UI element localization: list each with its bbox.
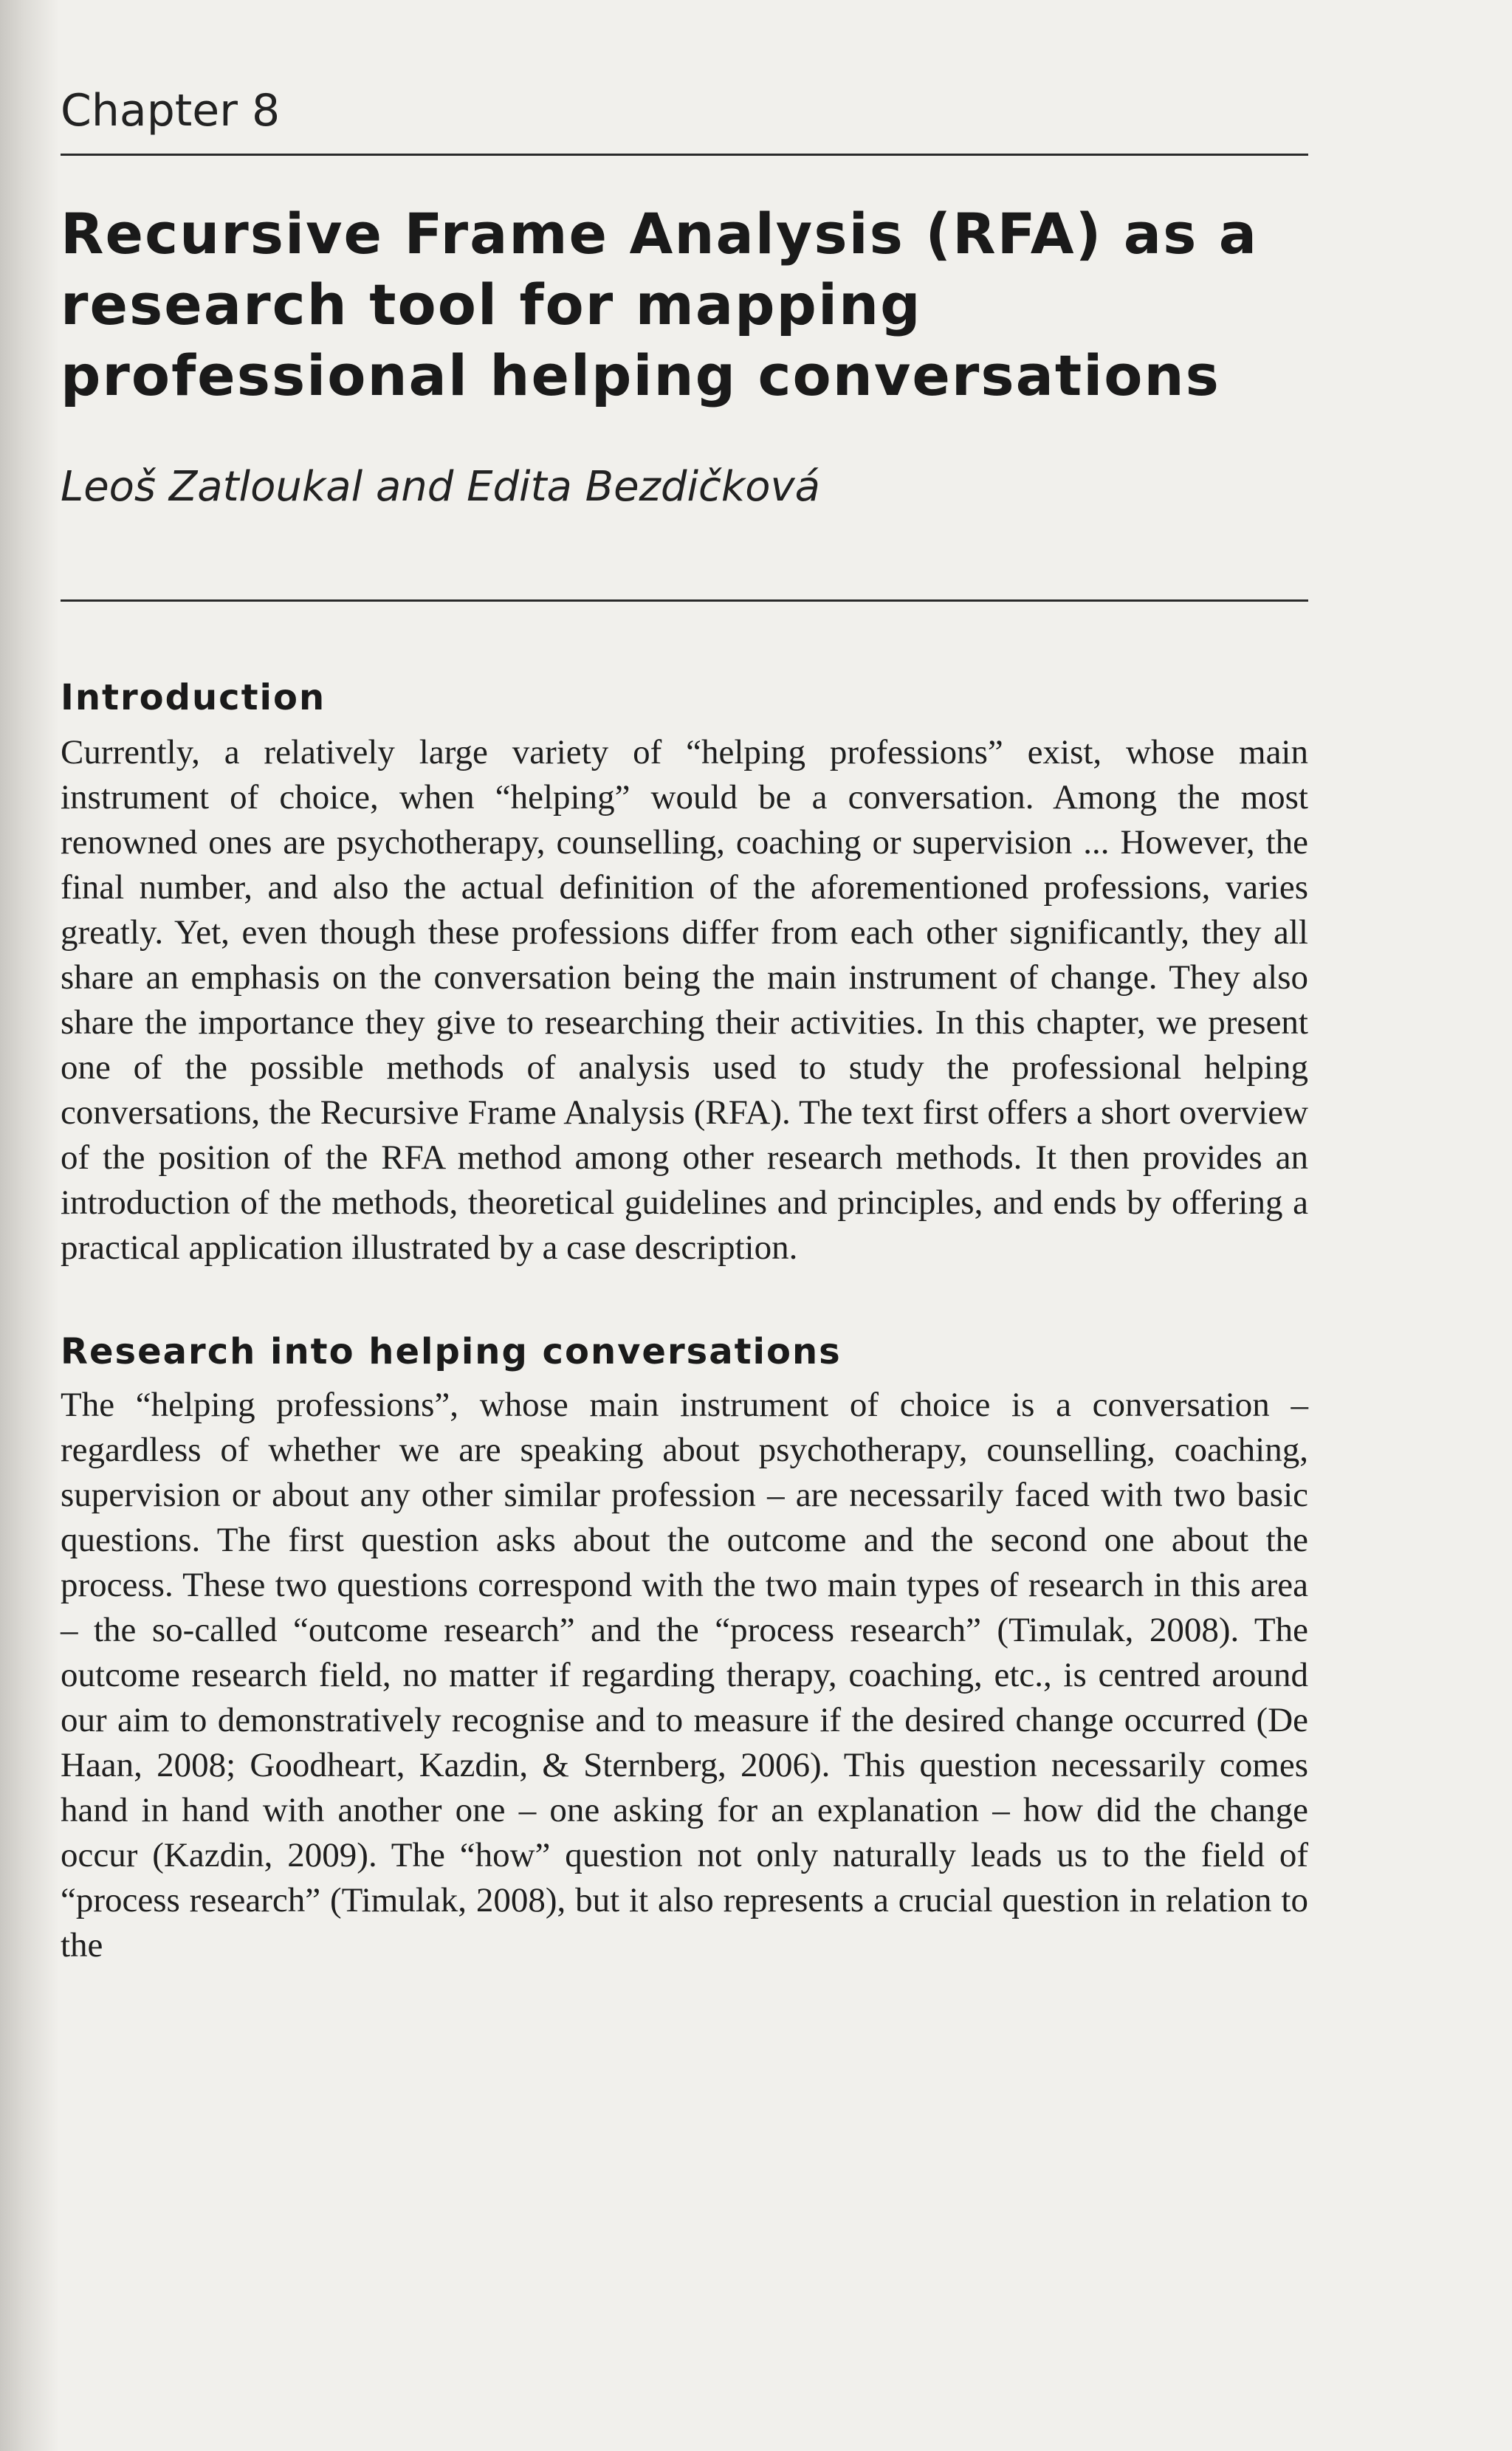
chapter-title: Recursive Frame Analysis (RFA) as a research tool for mapping professional helping conversations (61, 201, 1259, 408)
chapter-authors: Leoš Zatloukal and Edita Bezdičková (61, 463, 820, 511)
introduction-heading: Introduction (61, 677, 326, 718)
introduction-paragraph: Currently, a relatively large variety of “helping professions” exist, whose main instrument of choice, when “helping” would be a conversation. Among the most renowned ones are psychotherapy, counselling, coaching or supervision ... However, the final number, and also the actual definition of the aforementioned professions, varies greatly. Yet, even though these professions differ from each other significantly, they all share an emphasis on the conversation being the main instrument of change. They also share the importance they give to researching their activities. In this chapter, we present one of the possible methods of analysis used to study the professional helping conversations, the Recursive Frame Analysis (RFA). The text first offers a short overview of the position of the RFA method among other research methods. It then provides an introduction of the methods, theoretical guidelines and principles, and ends by offering a practical application illustrated by a case description. (61, 733, 1308, 1267)
page-content (61, 85, 1308, 1968)
chapter-label: Chapter 8 (61, 85, 281, 137)
title-divider (61, 599, 1308, 602)
research-heading: Research into helping conversations (61, 1331, 842, 1372)
page-gutter-shadow (0, 0, 59, 2451)
research-paragraph: The “helping professions”, whose main instrument of choice is a conversation – regardless of whether we are speaking about psychotherapy, counselling, coaching, supervision or about any other similar profession – are necessarily faced with two basic questions. The first question asks about the outcome and the second one about the process. These two questions correspond with the two main types of research in this area – the so-called “outcome research” and the “process research” (Timulak, 2008). The outcome research field, no matter if regarding therapy, coaching, etc., is centred around our aim to demonstratively recognise and to measure if the desired change occurred (De Haan, 2008; Goodheart, Kazdin, & Sternberg, 2006). This question necessarily comes hand in hand with another one – one asking for an explanation – how did the change occur (Kazdin, 2009). The “how” question not only naturally leads us to the field of “process research” (Timulak, 2008), but it also represents a crucial question in relation to the (61, 1386, 1308, 1964)
top-rule (61, 154, 1308, 156)
